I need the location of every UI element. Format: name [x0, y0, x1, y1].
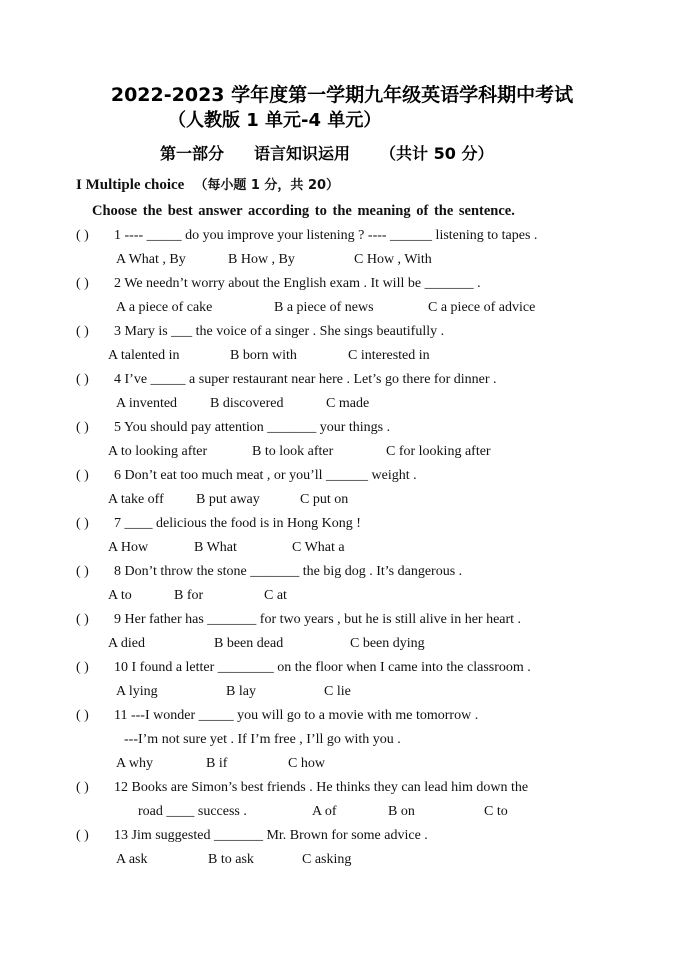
option-b: B to ask: [208, 852, 254, 867]
question-3-options: [108, 348, 430, 364]
question-text: 6 Don’t eat too much meat , or you’ll ______ weight .: [114, 468, 417, 483]
option-b: B discovered: [210, 396, 284, 411]
answer-blank: ( ): [76, 468, 89, 483]
question-7-options: [108, 540, 345, 556]
answer-blank: ( ): [76, 612, 89, 627]
question-text: 7 ____ delicious the food is in Hong Kong !: [114, 516, 361, 531]
answer-blank: ( ): [76, 276, 89, 291]
question-11: [76, 708, 478, 724]
question-3: [76, 324, 444, 340]
part-total: （共计 50 分）: [380, 144, 494, 163]
question-9: [76, 612, 521, 628]
question-6-options: [108, 492, 348, 508]
question-text: 13 Jim suggested _______ Mr. Brown for some advice .: [114, 828, 428, 843]
question-text: 9 Her father has _______ for two years , but he is still alive in her heart .: [114, 612, 522, 627]
option-b: B lay: [226, 684, 256, 699]
option-c: C to: [484, 804, 508, 819]
option-a: A why: [116, 756, 153, 771]
question-text: 12 Books are Simon’s best friends . He thinks they can lead him down the: [114, 780, 529, 795]
answer-blank: ( ): [76, 828, 89, 843]
question-text: 5 You should pay attention _______ your things .: [114, 420, 391, 435]
question-text: 1 ---- _____ do you improve your listening ? ---- ______ listening to tapes .: [114, 228, 538, 243]
option-a: A lying: [116, 684, 158, 699]
section-title: I Multiple choice: [76, 177, 185, 193]
question-text: 4 I’ve _____ a super restaurant near here . Let’s go there for dinner .: [114, 372, 497, 387]
answer-blank: ( ): [76, 372, 89, 387]
option-a: A take off: [108, 492, 164, 507]
question-12-continuation: road ____ success .: [138, 804, 247, 819]
answer-blank: ( ): [76, 564, 89, 579]
question-11-reply: ---I’m not sure yet . If I’m free , I’ll go with you .: [124, 732, 401, 747]
question-10: [76, 660, 531, 676]
option-c: C How , With: [354, 252, 432, 267]
option-c: C What a: [292, 540, 345, 555]
option-b: B on: [388, 804, 415, 819]
answer-blank: ( ): [76, 708, 89, 723]
option-c: C asking: [302, 852, 352, 867]
option-a: A What , By: [116, 252, 186, 267]
exam-title: 2022-2023 学年度第一学期九年级英语学科期中考试: [110, 84, 574, 106]
question-8-options: [108, 588, 287, 604]
option-c: C put on: [300, 492, 349, 507]
option-b: B put away: [196, 492, 260, 507]
question-text: 11 ---I wonder _____ you will go to a movie with me tomorrow .: [114, 708, 479, 723]
option-c: C lie: [324, 684, 351, 699]
option-a: A talented in: [108, 348, 180, 363]
option-a: A died: [108, 636, 145, 651]
part-heading: [160, 141, 523, 164]
option-c: C a piece of advice: [428, 300, 536, 315]
part-number: 第一部分: [160, 144, 225, 163]
question-9-options: [108, 636, 425, 652]
question-11-options: [116, 756, 325, 772]
answer-blank: ( ): [76, 420, 89, 435]
option-a: A to: [108, 588, 132, 603]
exam-subtitle: （人教版 1 单元-4 单元）: [168, 110, 382, 131]
option-a: A ask: [116, 852, 148, 867]
question-1: [76, 228, 537, 244]
question-4: [76, 372, 497, 388]
question-1-options: [116, 252, 432, 268]
question-10-options: [116, 684, 351, 700]
option-a: A How: [108, 540, 149, 555]
option-b: B to look after: [252, 444, 334, 459]
answer-blank: ( ): [76, 516, 89, 531]
question-13: [76, 828, 428, 844]
question-12-options: [138, 804, 508, 820]
section-instruction: Choose the best answer according to the meaning of the sentence.: [92, 203, 515, 219]
option-c: C interested in: [348, 348, 430, 363]
question-13-options: [116, 852, 351, 868]
question-4-options: [116, 396, 369, 412]
question-12: [76, 780, 528, 796]
question-5: [76, 420, 390, 436]
question-7: [76, 516, 361, 532]
section-points: （每小题 1 分，共 20）: [194, 178, 340, 193]
part-name: 语言知识运用: [254, 144, 351, 163]
answer-blank: ( ): [76, 228, 89, 243]
option-b: B How , By: [228, 252, 295, 267]
option-c: C made: [326, 396, 370, 411]
answer-blank: ( ): [76, 660, 89, 675]
question-6: [76, 468, 417, 484]
question-2-options: [116, 300, 535, 316]
section-heading: [76, 174, 339, 194]
option-c: C at: [264, 588, 287, 603]
option-b: B a piece of news: [274, 300, 374, 315]
question-5-options: [108, 444, 491, 460]
question-2: [76, 276, 481, 292]
option-b: B been dead: [214, 636, 284, 651]
option-a: A a piece of cake: [116, 300, 213, 315]
question-text: 10 I found a letter ________ on the floor when I came into the classroom .: [114, 660, 531, 675]
option-a: A to looking after: [108, 444, 208, 459]
question-8: [76, 564, 462, 580]
option-b: B for: [174, 588, 204, 603]
option-b: B born with: [230, 348, 297, 363]
answer-blank: ( ): [76, 780, 89, 795]
option-c: C how: [288, 756, 325, 771]
option-a: A invented: [116, 396, 178, 411]
option-c: C been dying: [350, 636, 425, 651]
option-b: B if: [206, 756, 228, 771]
question-text: 8 Don’t throw the stone _______ the big dog . It’s dangerous .: [114, 564, 463, 579]
question-text: 3 Mary is ___ the voice of a singer . She sings beautifully .: [114, 324, 445, 339]
question-text: 2 We needn’t worry about the English exam . It will be _______ .: [114, 276, 481, 291]
answer-blank: ( ): [76, 324, 89, 339]
option-b: B What: [194, 540, 237, 555]
option-a: A of: [312, 804, 337, 819]
option-c: C for looking after: [386, 444, 491, 459]
